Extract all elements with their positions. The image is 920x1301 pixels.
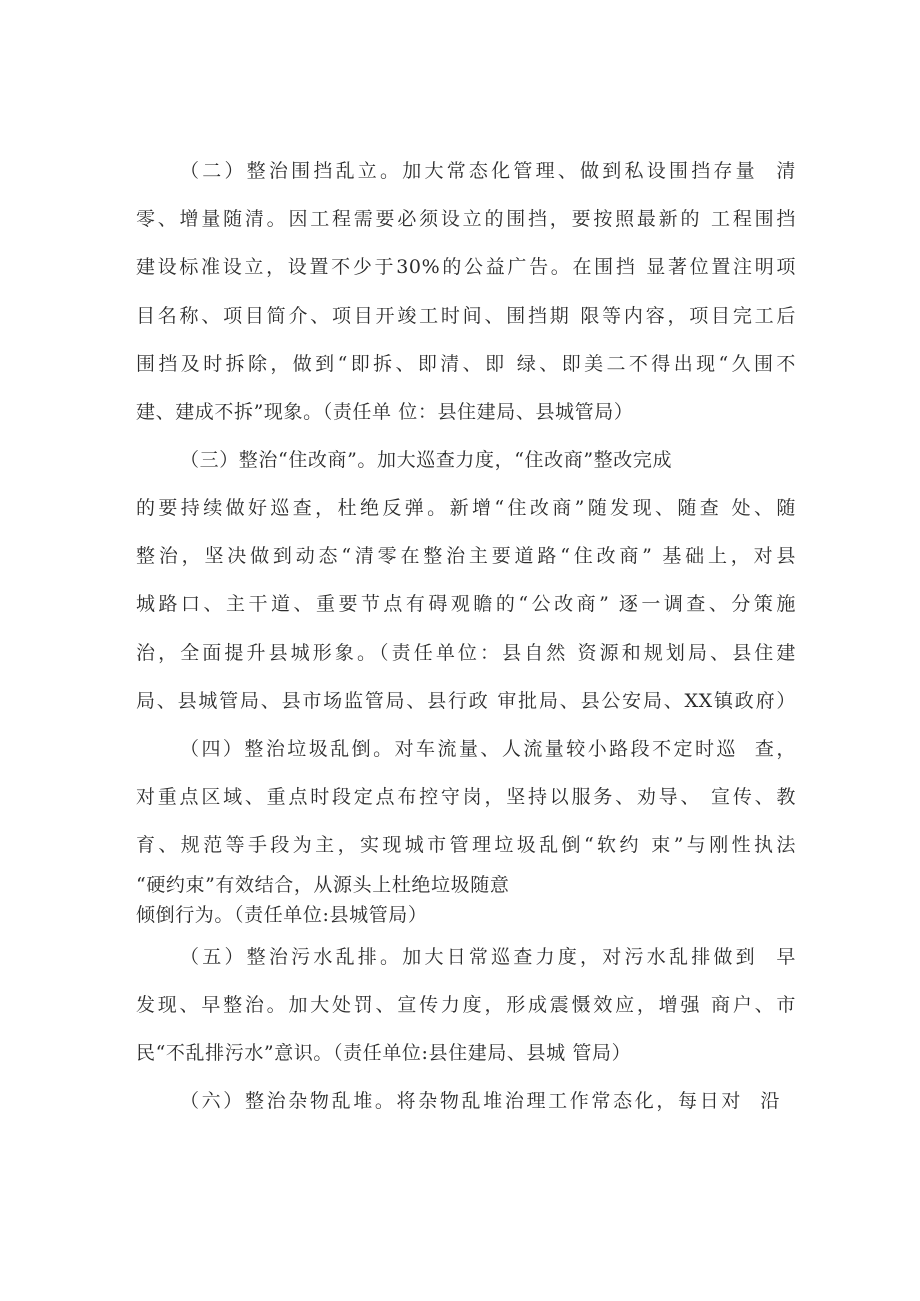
- text-line: 整治，坚决做到动态“清零在整治主要道路“住改商” 基础上，对县: [136, 545, 796, 567]
- text-line: 建设标准设立，设置不少于30%的公益广告。在围挡 显著位置注明项: [136, 256, 796, 278]
- text-line: 民“不乱排污水”意识。（责任单位:县住建局、县城 管局）: [136, 1042, 632, 1064]
- text-line: “硬约束”有效结合，从源头上杜绝垃圾随意: [136, 874, 510, 896]
- text-line: 建、建成不拆”现象。（责任单 位：县住建局、县城管局）: [136, 401, 634, 423]
- text-line: （二）整治围挡乱立。加大常态化管理、做到私设围挡存量 清: [180, 160, 796, 182]
- text-line: 零、增量随清。因工程需要必须设立的围挡，要按照最新的 工程围挡: [136, 208, 796, 230]
- text-line: 育、规范等手段为主，实现城市管理垃圾乱倒“软约 束”与刚性执法: [136, 834, 796, 856]
- text-line: 对重点区域、重点时段定点布控守岗，坚持以服务、劝导、 宣传、教: [136, 786, 796, 808]
- text-line: 治，全面提升县城形象。（责任单位：县自然 资源和规划局、县住建: [136, 642, 796, 664]
- text-line: 的要持续做好巡查，杜绝反弹。新增“住改商”随发现、随查 处、随: [136, 497, 796, 519]
- text-line: 目名称、项目简介、项目开竣工时间、围挡期 限等内容，项目完工后: [136, 305, 796, 327]
- text-line: 局、县城管局、县市场监管局、县行政 审批局、县公安局、XX镇政府）: [136, 690, 796, 712]
- text-line: （五）整治污水乱排。加大日常巡查力度，对污水乱排做到 早: [180, 946, 796, 968]
- text-line: 围挡及时拆除，做到“即拆、即清、即 绿、即美二不得出现“久围不: [136, 353, 796, 375]
- text-line: 城路口、主干道、重要节点有碍观瞻的“公改商” 逐一调查、分策施: [136, 593, 796, 615]
- text-line: （三）整治“住改商”。加大巡查力度，“住改商”整改完成: [180, 449, 673, 471]
- text-line: （四）整治垃圾乱倒。对车流量、人流量较小路段不定时巡 查，: [180, 738, 796, 760]
- text-line: （六）整治杂物乱堆。将杂物乱堆治理工作常态化，每日对 沿: [180, 1090, 780, 1112]
- text-line: 倾倒行为。（责任单位:县城管局）: [136, 904, 428, 926]
- text-line: 发现、早整治。加大处罚、宣传力度，形成震慑效应，增强 商户、市: [136, 994, 796, 1016]
